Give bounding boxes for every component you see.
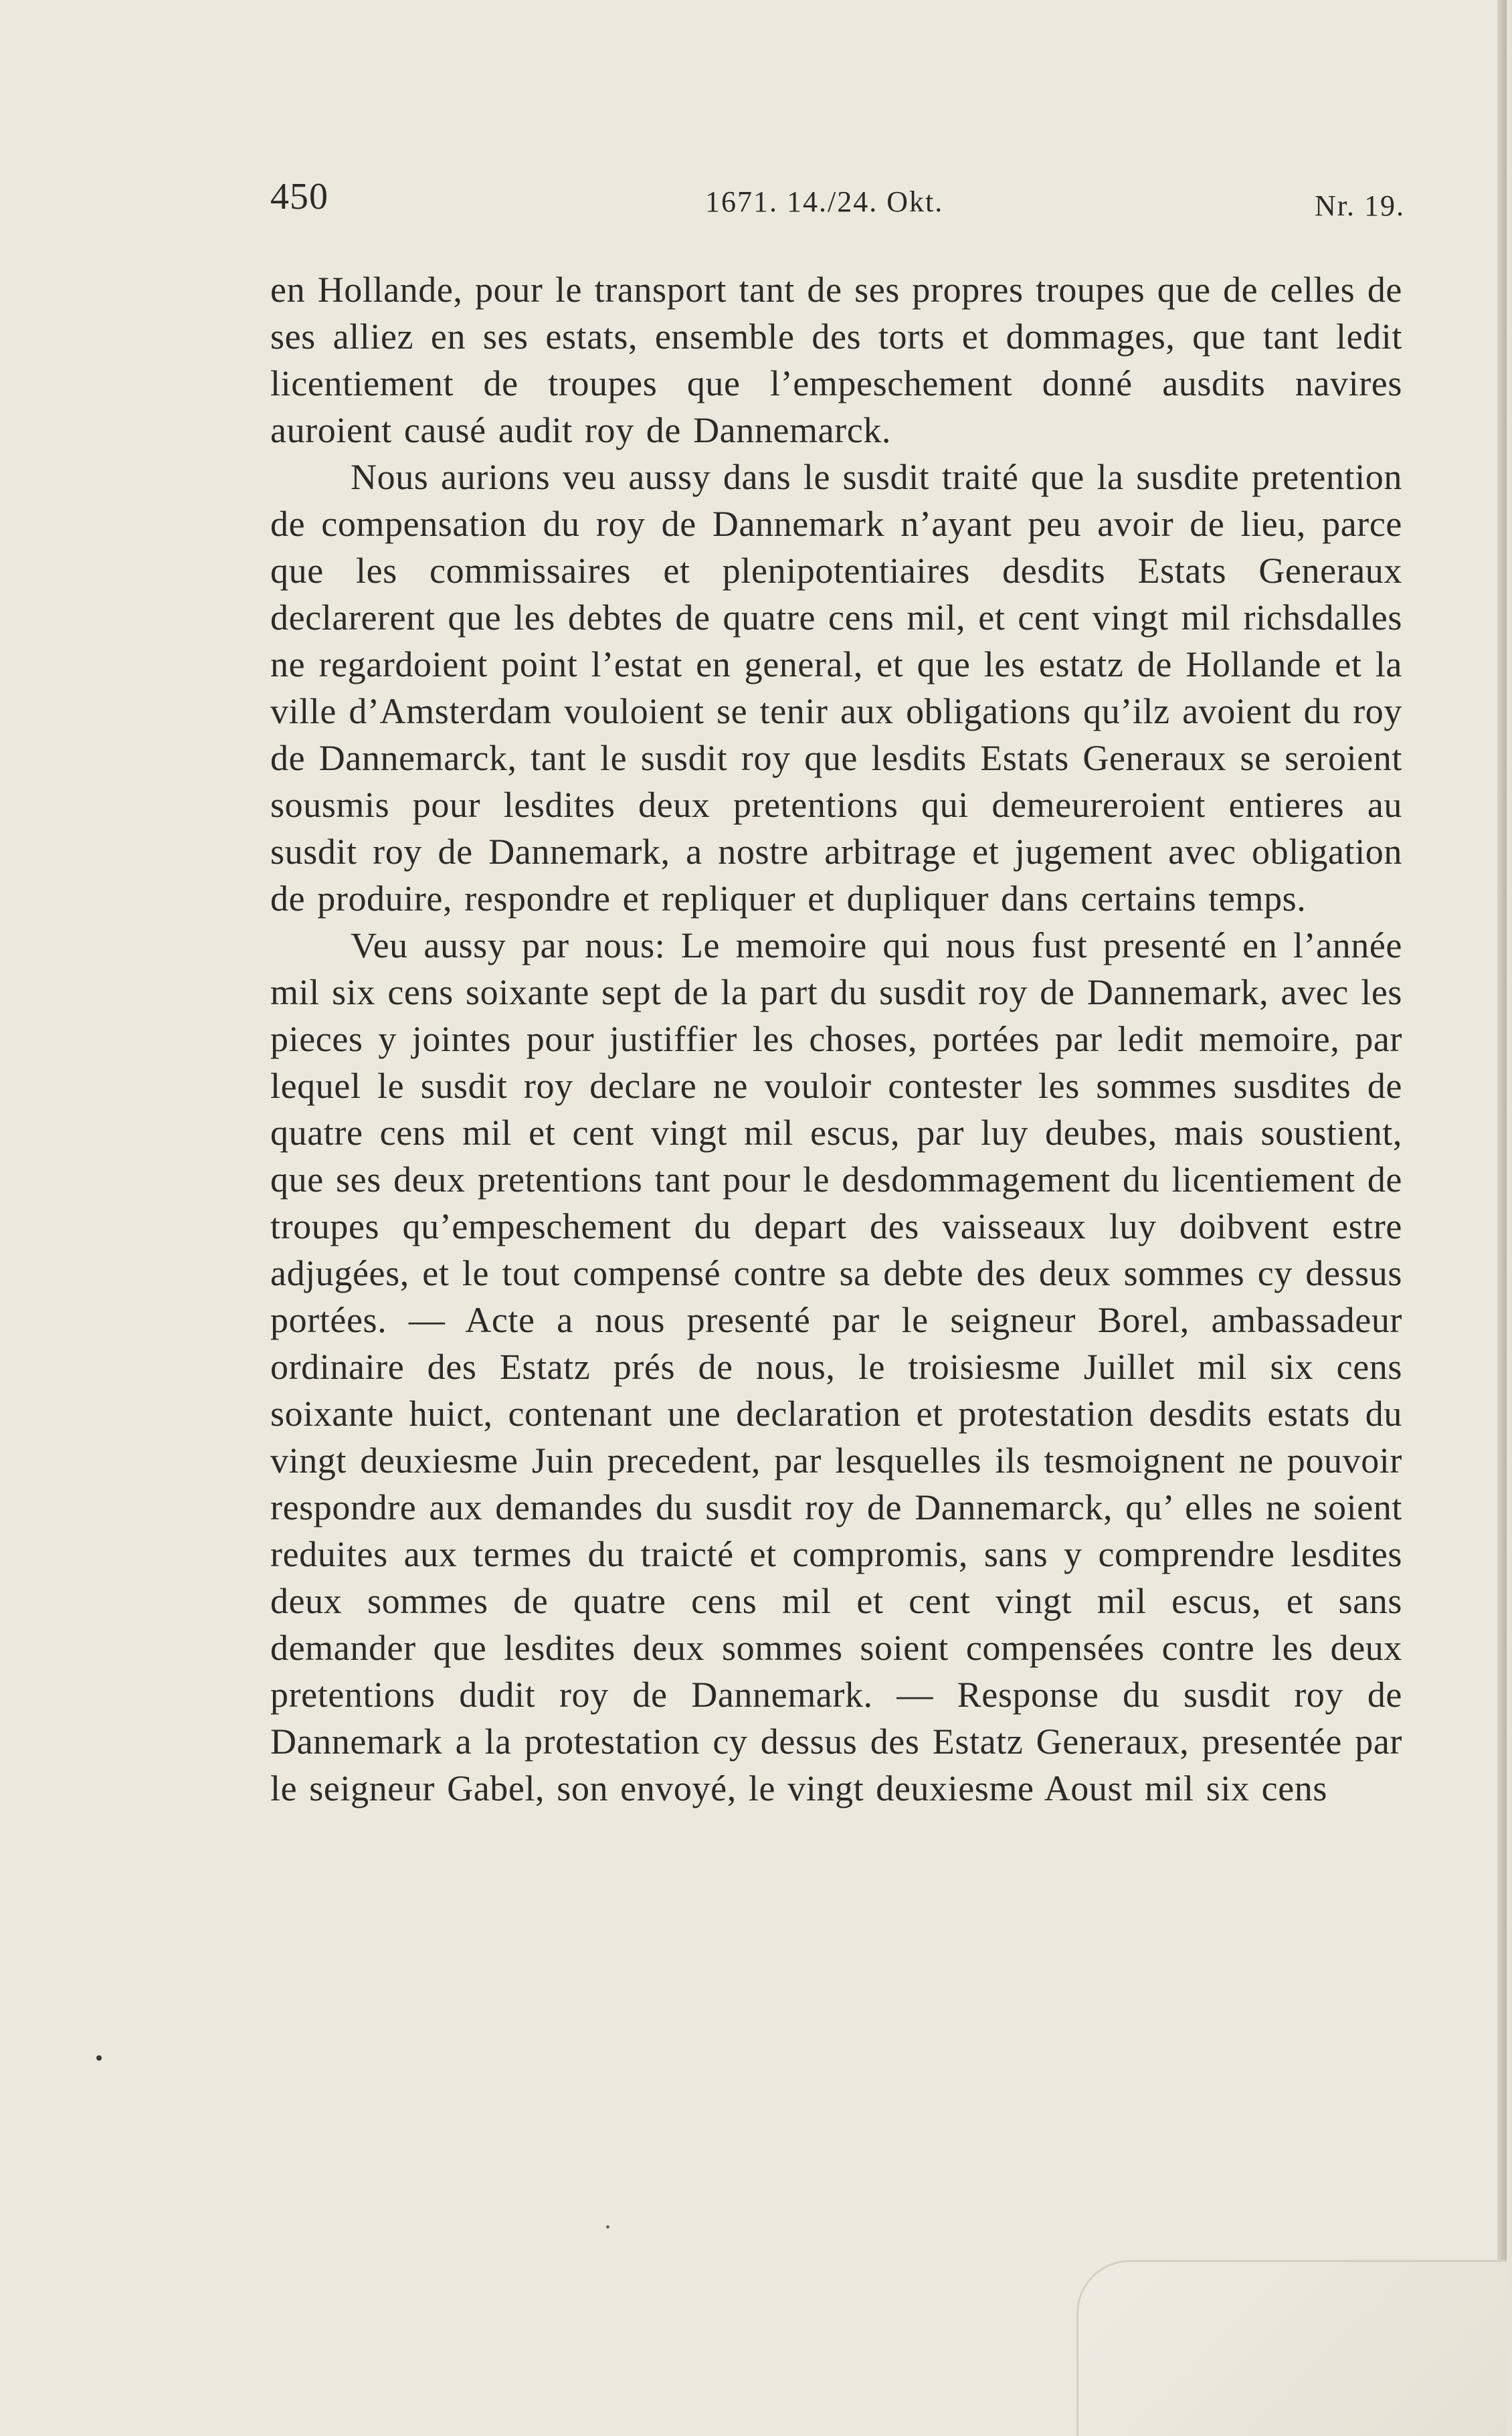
paragraph-1: en Hollande, pour le transport tant de ses propres troupes que de celles de ses alliez en ses estats, ensemble des torts et dommages, que tant ledit licentiement de troupes que l’empeschement donné ausdits navires auroient causé audit roy de Dannemarck. (270, 270, 1402, 450)
stray-dot-mark (606, 2225, 609, 2229)
running-title: 1671. 14./24. Okt. (705, 185, 944, 218)
document-number: Nr. 19. (1315, 189, 1405, 222)
margin-dot-mark (96, 2055, 102, 2061)
paragraph-2: Nous aurions veu aussy dans le susdit traité que la susdite pretention de compensation du roy de Dannemark n’ayant peu avoir de lieu, parce que les commissaires et plenipotentiaires desdits Estats Generaux declarerent que les debtes de quatre cens mil, et cent vingt mil richsdalles ne regardoient point l’estat en general, et que les estatz de Hollande et la ville d’Amsterdam vouloient se tenir aux obligations qu’ilz avoient du roy de Dannemarck, tant le susdit roy que lesdits Estats Generaux se seroient sousmis pour lesdites deux pretentions qui demeureroient entieres au susdit roy de Dannemark, a nostre arbitrage et jugement avec obligation de produire, respondre et repliquer et dupliquer dans certains temps. (270, 457, 1402, 919)
paragraph-3: Veu aussy par nous: Le memoire qui nous fust presenté en l’année mil six cens soixante sept de la part du susdit roy de Dannemark, avec les pieces y jointes pour justiffier les choses, portées par ledit memoire, par lequel le susdit roy declare ne vouloir contester les sommes susdites de quatre cens mil et cent vingt mil escus, par luy deubes, mais soustient, que ses deux pretentions tant pour le desdommagement du licentiement de troupes qu’empeschement du depart des vaisseaux luy doibvent estre adjugées, et le tout compensé contre sa debte des deux sommes cy dessus portées. — Acte a nous presenté par le seigneur Borel, ambassadeur ordinaire des Estatz prés de nous, le troisiesme Juillet mil six cens soixante huict, contenant une declaration et protestation desdits estats du vingt deuxiesme Juin precedent, par lesquelles ils tesmoignent ne pouvoir respondre aux demandes du susdit roy de Dannemarck, qu’ elles ne soient reduites aux termes du traicté et compromis, sans y comprendre lesdites deux sommes de quatre cens mil et cent vingt mil escus, et sans demander que lesdites deux sommes soient compensées contre les deux pretentions dudit roy de Dannemark. — Response du susdit roy de Dannemark a la protestation cy dessus des Estatz Generaux, presentée par le seigneur Gabel, son envoyé, le vingt deuxiesme Aoust mil six cens (270, 925, 1402, 1808)
page-corner-fold (1076, 2260, 1507, 2436)
page-header (270, 175, 1405, 229)
body-text (270, 266, 1402, 1812)
page-number: 450 (270, 176, 328, 217)
page-edge-shadow (1497, 0, 1507, 2436)
